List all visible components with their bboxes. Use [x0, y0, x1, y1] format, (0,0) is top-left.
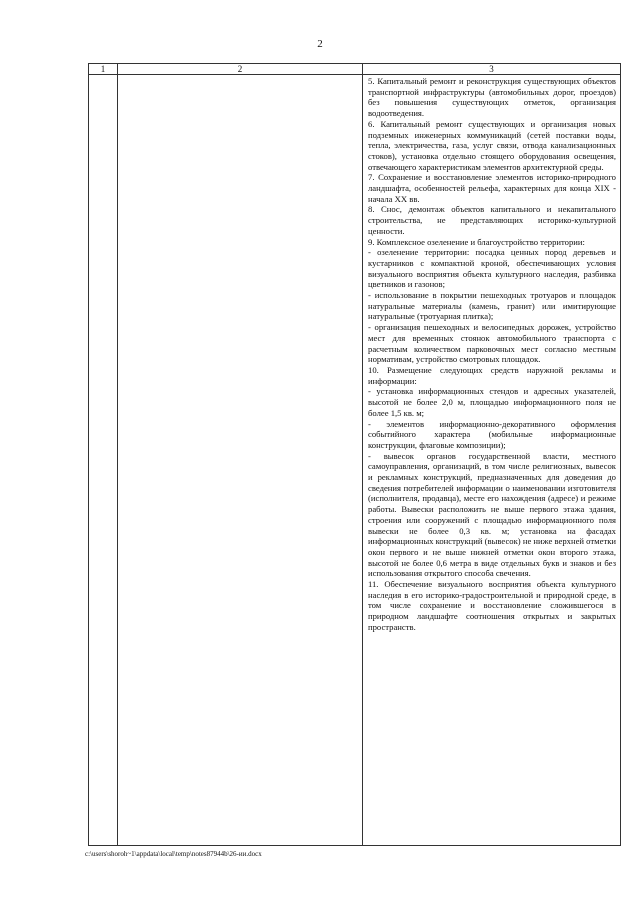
paragraph-subitem: - озеленение территории: посадка ценных пород деревьев и кустарников с компактной кроной, обеспечивающих условия визуального восприятия объекта культурного наследия, разбивка цветников и газонов;	[368, 247, 616, 290]
paragraph-subitem: - элементов информационно-декоративного оформления событийного характера (мобильные информационные конструкции, флаговые композиции);	[368, 418, 616, 450]
column-header-1: 1	[89, 64, 118, 75]
table-header-row	[89, 64, 621, 75]
footer-file-path: c:\users\shoroh~1\appdata\local\temp\notes87944b\26-ии.docx	[85, 850, 262, 858]
cell-column-3	[363, 75, 621, 846]
paragraph-subitem: - вывесок органов государственной власти, местного самоуправления, организаций, в том числе религиозных, вывесок и рекламных конструкций, предназначенных для доведения до сведения потребителей информации о наименовании изготовителя (исполнителя, продавца), месте его нахождения (адресе) и режиме работы. Вывески расположить не выше первого этажа здания, строения или сооружений с площадью информационного поля вывески не более 0,3 кв. м; установка на фасадах информационных конструкций (вывесок) не ниже верхней отметки окон первого и не выше нижней отметки окон второго этажа, высотой не более 0,6 метра в виде отдельных букв и знаков и без использования открытого способа свечения.	[368, 450, 617, 579]
paragraph-list	[363, 75, 620, 633]
column-header-3: 3	[363, 64, 621, 75]
column-header-2: 2	[118, 64, 363, 75]
paragraph-item-6: 6. Капитальный ремонт существующих и организация новых подземных инженерных коммуникаций (сетей поставки воды, тепла, электричества, газа, услуг связи, отвода канализационных стоков), установка отдельно стоящего оборудования освещения, отвечающего характеристикам элементов архитектурной среды.	[368, 118, 616, 172]
paragraph-subitem: - установка информационных стендов и адресных указателей, высотой не более 2,0 м, площадью информационного поля не более 1,5 кв. м;	[368, 386, 616, 418]
paragraph-item-8: 8. Снос, демонтаж объектов капитального и некапитального строительства, не представляющих историко-культурной ценности.	[368, 204, 616, 236]
cell-column-2	[118, 75, 363, 846]
paragraph-subitem: - использование в покрытии пешеходных тротуаров и площадок натуральные материалы (камень, гранит) или имитирующие натуральные (тротуарная плитка);	[368, 290, 616, 322]
table-body-row	[89, 75, 621, 846]
paragraph-item-9: 9. Комплексное озеленение и благоустройство территории:	[368, 236, 585, 247]
paragraph-item-10: 10. Размещение следующих средств наружной рекламы и информации:	[368, 364, 616, 386]
paragraph-item-11: 11. Обеспечение визуального восприятия объекта культурного наследия в его историко-градостроительной и природной среде, в том числе сохранение и восстановление сложившегося в природном ландшафте соотношения открытых и закрытых пространств.	[368, 579, 616, 632]
content-table	[88, 63, 621, 846]
page-number: 2	[317, 38, 323, 50]
paragraph-item-7: 7. Сохранение и восстановление элементов историко-природного ландшафта, особенностей рельефа, характерных для конца XIX - начала XX вв.	[368, 172, 616, 204]
cell-column-1	[89, 75, 118, 846]
paragraph-subitem: - организация пешеходных и велосипедных дорожек, устройство мест для временных стоянок автомобильного транспорта с расчетным количеством парковочных мест согласно местным нормативам, устройство смотровых площадок.	[368, 322, 616, 365]
paragraph-item-5: 5. Капитальный ремонт и реконструкция существующих объектов транспортной инфраструктуры (автомобильных дорог, проездов) без повышения существующих отметок, организация водоотведения.	[368, 76, 616, 119]
